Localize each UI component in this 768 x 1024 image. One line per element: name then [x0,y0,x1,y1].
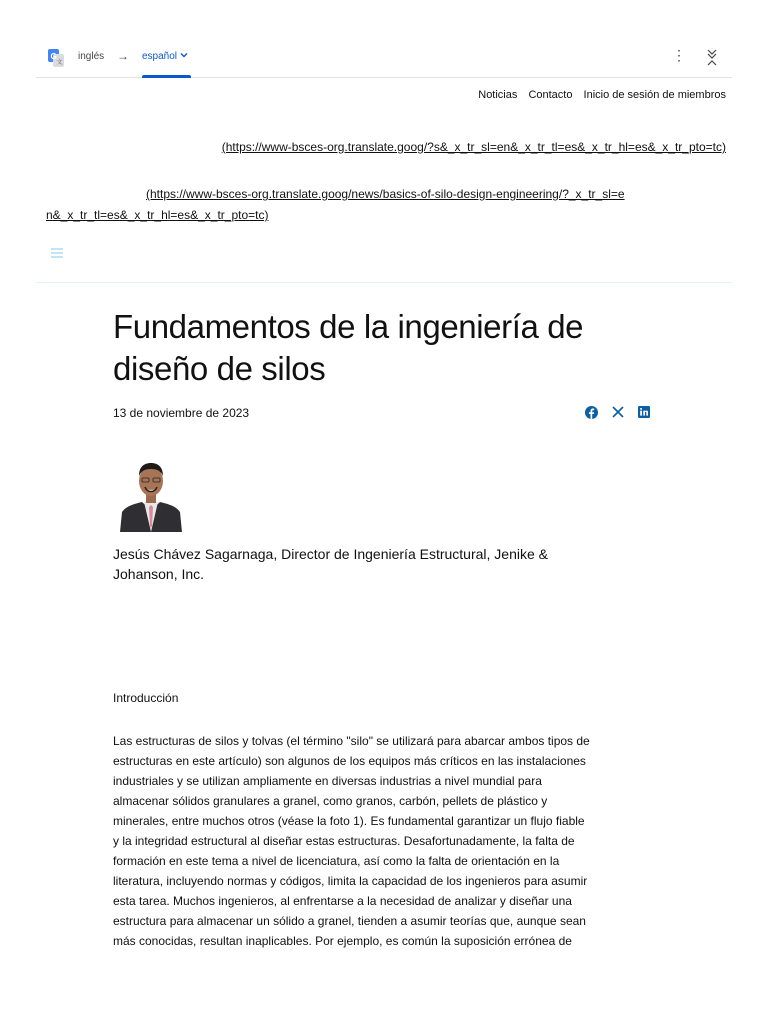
facebook-icon[interactable] [585,406,598,419]
header-divider [36,282,732,283]
author-byline: Jesús Chávez Sagarnaga, Director de Ingeniería Estructural, Jenike & Johanson, Inc. [113,546,549,582]
google-translate-icon[interactable] [48,49,64,67]
svg-text:G: G [50,52,57,61]
author-photo [120,460,182,532]
article-title: Fundamentos de la ingeniería de diseño de silos [113,308,584,387]
share-buttons [585,405,650,419]
svg-text:文: 文 [56,60,63,66]
article-date: 13 de noviembre de 2023 [113,406,250,420]
target-language-label: español [142,51,178,62]
nav-noticias[interactable]: Noticias [478,89,518,101]
home-link[interactable]: (https://www-bsces-org.translate.goog/?s&_x_tr_sl=en&_x_tr_tl=es&_x_tr_hl=es&_x_tr_pto=tc) [221,140,726,154]
menu-icon[interactable] [51,248,63,258]
more-options-icon[interactable]: ⋮ [672,47,686,63]
x-icon[interactable] [612,406,624,418]
intro-heading: Introducción [113,691,179,705]
article-body: Las estructuras de silos y tolvas (el término "silo" se utilizará para abarcar ambos tipos de estructuras en este artículo) son algunos de los equipos más críticos en las instalaciones industriales y se utilizan ampliamente en diversas industrias a nivel mundial para almacenar sólidos granulares a granel, como granos, carbón, pellets de plástico y minerales, entre muchos otros (véase la foto 1). Es fundamental garantizar un flujo fiable y la integridad estructural al diseñar estas estructuras. Desafortunadamente, la falta de formación en este tema a nivel de licenciatura, así como la falta de orientación en la literatura, incluyendo normas y códigos, limita la capacidad de los ingenieros para asumir esta tarea. Muchos ingenieros, al enfrentarse a la necesidad de analizar y diseñar una estructura para almacenar un sólido a granel, tienden a asumir teorías que, aunque sean más conocidas, resultan inaplicables. Por ejemplo, es común la suposición errónea de [113,734,590,948]
chevron-down-icon [180,51,188,59]
collapse-icon[interactable] [706,48,718,68]
translate-arrow-icon: → [117,49,129,63]
top-nav [470,89,726,101]
article-link[interactable]: (https://www-bsces-org.translate.goog/news/basics-of-silo-design-engineering/?_x_tr_sl=en&_x_tr_tl=es&_x_tr_hl=es&_x_tr_pto=tc) [46,187,625,222]
translate-bar [36,40,732,78]
target-language-dropdown[interactable] [142,51,188,62]
nav-member-login[interactable]: Inicio de sesión de miembros [583,89,726,101]
nav-contacto[interactable]: Contacto [528,89,573,101]
active-tab-indicator [142,75,191,78]
source-language[interactable]: inglés [78,51,105,62]
linkedin-icon[interactable] [638,406,650,418]
